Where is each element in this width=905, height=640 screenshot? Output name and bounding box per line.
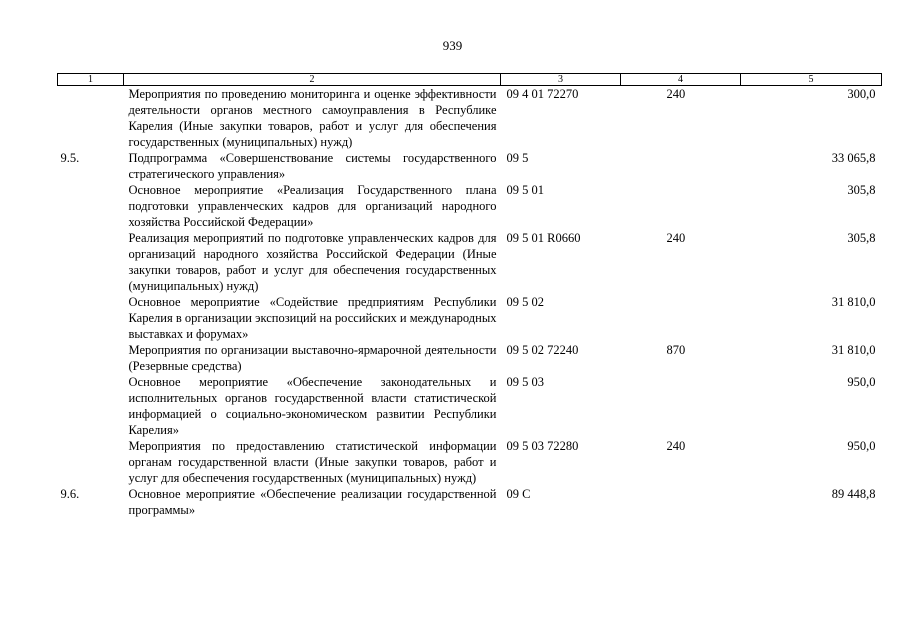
header-col-3: 3 — [501, 74, 621, 86]
row-code: 09 С — [506, 487, 531, 501]
header-col-5: 5 — [741, 74, 882, 86]
row-name: Основное мероприятие «Обеспечение реализации государственной программы» — [128, 487, 497, 517]
row-expense-type: 870 — [666, 343, 686, 357]
row-name: Мероприятия по проведению мониторинга и оценке эффективности деятельности органов местного самоуправления в Республике Карелия (Иные закупки товаров, работ и услуг для обеспечения государственных (муниципальных) нужд) — [128, 87, 497, 149]
row-code: 09 5 03 — [506, 375, 544, 389]
table-row — [58, 86, 882, 151]
table-body — [58, 86, 882, 519]
row-sum: 305,8 — [847, 183, 876, 197]
row-number — [58, 374, 124, 438]
table-row — [58, 342, 882, 374]
row-sum: 300,0 — [847, 87, 876, 101]
row-expense-type — [621, 486, 741, 518]
table-header — [58, 74, 882, 86]
row-name: Мероприятия по организации выставочно-ярмарочной деятельности (Резервные средства) — [128, 343, 497, 373]
header-col-4: 4 — [621, 74, 741, 86]
row-expense-type: 240 — [666, 231, 686, 245]
budget-table — [57, 73, 882, 518]
row-sum: 950,0 — [847, 375, 876, 389]
table-row — [58, 486, 882, 518]
table-row — [58, 294, 882, 342]
table-row — [58, 182, 882, 230]
row-code: 09 5 02 72240 — [506, 343, 579, 357]
row-expense-type — [621, 182, 741, 230]
table-row — [58, 438, 882, 486]
row-number — [58, 342, 124, 374]
row-code: 09 5 02 — [506, 295, 544, 309]
row-expense-type — [621, 374, 741, 438]
row-number: 9.5. — [60, 151, 80, 165]
row-name: Основное мероприятие «Обеспечение законодательных и исполнительных органов государственной власти статистической информацией о социально-экономическом развитии Республики Карелия» — [128, 375, 497, 437]
row-code: 09 5 03 72280 — [506, 439, 579, 453]
row-name: Подпрограмма «Совершенствование системы государственного стратегического управления» — [128, 151, 497, 181]
row-name: Основное мероприятие «Содействие предприятиям Республики Карелия в организации экспозиций на российских и международных выставках и форумах» — [128, 295, 497, 341]
header-row — [58, 74, 882, 86]
row-name: Мероприятия по предоставлению статистической информации органам государственной власти (Иные закупки товаров, работ и услуг для обеспечения государственных (муниципальных) нужд) — [128, 439, 497, 485]
row-code: 09 5 01 — [506, 183, 544, 197]
row-name: Реализация мероприятий по подготовке управленческих кадров для организаций народного хозяйства Российской Федерации (Иные закупки товаров, работ и услуг для обеспечения государственных (муниципальных) нужд) — [128, 231, 497, 293]
row-expense-type — [621, 150, 741, 182]
row-sum: 31 810,0 — [831, 343, 876, 357]
table-row — [58, 230, 882, 294]
row-sum: 89 448,8 — [831, 487, 876, 501]
header-col-2: 2 — [124, 74, 501, 86]
row-number: 9.6. — [60, 487, 80, 501]
row-expense-type: 240 — [666, 87, 686, 101]
row-number — [58, 230, 124, 294]
row-number — [58, 438, 124, 486]
row-expense-type: 240 — [666, 439, 686, 453]
row-number — [58, 182, 124, 230]
table-row — [58, 150, 882, 182]
page-number: 939 — [442, 38, 463, 53]
row-number — [58, 294, 124, 342]
row-sum: 33 065,8 — [831, 151, 876, 165]
row-sum: 950,0 — [847, 439, 876, 453]
table-row — [58, 374, 882, 438]
header-col-1: 1 — [58, 74, 124, 86]
row-number — [58, 86, 124, 151]
row-code: 09 5 — [506, 151, 529, 165]
row-name: Основное мероприятие «Реализация Государственного плана подготовки управленческих кадров для организаций народного хозяйства Российской Федерации» — [128, 183, 497, 229]
row-expense-type — [621, 294, 741, 342]
row-sum: 305,8 — [847, 231, 876, 245]
row-code: 09 5 01 R0660 — [506, 231, 581, 245]
row-code: 09 4 01 72270 — [506, 87, 579, 101]
row-sum: 31 810,0 — [831, 295, 876, 309]
